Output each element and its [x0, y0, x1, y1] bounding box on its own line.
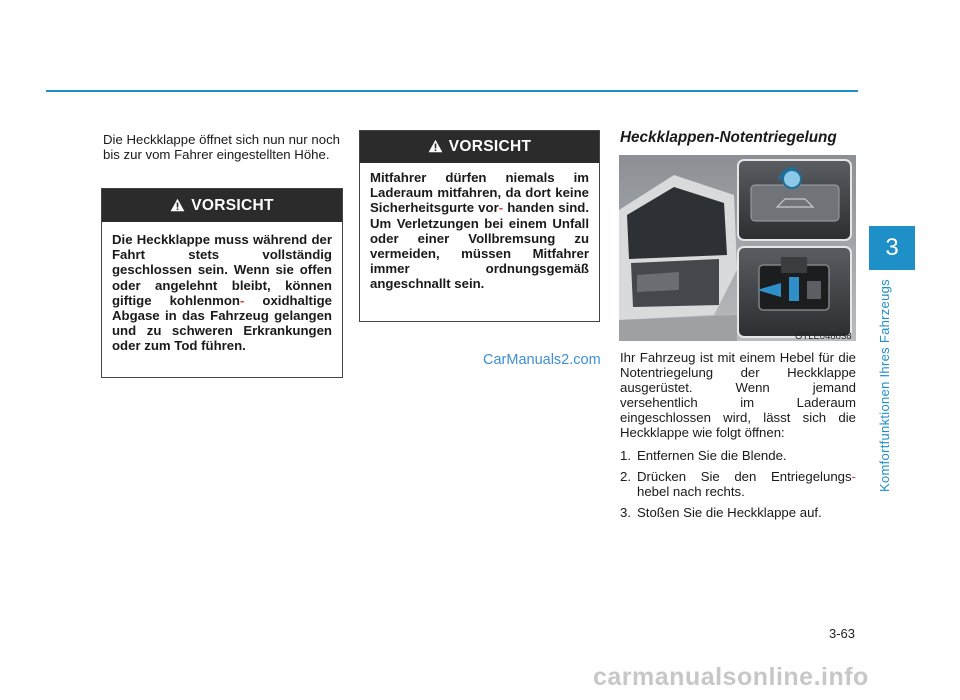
warning-triangle-icon — [428, 139, 443, 153]
footer-watermark: carmanualsonline.info — [593, 663, 869, 691]
caution-box-2 — [359, 130, 600, 322]
step-text: Stoßen Sie die Heckklappe auf. — [637, 505, 822, 520]
section-title: Heckklappen-Notentriegelung — [620, 129, 837, 146]
image-code: OTLE048038 — [795, 331, 852, 342]
list-item — [620, 448, 856, 463]
step-text: hebel nach rechts. — [637, 484, 745, 499]
header-rule — [46, 90, 858, 92]
tailgate-release-photo — [619, 155, 856, 341]
soft-hyphen: - — [239, 292, 245, 308]
soft-hyphen: - — [498, 200, 504, 216]
caution-label: VORSICHT — [191, 197, 274, 214]
caution-text: Die Heckklappe muss während der Fahrt stets vollständig geschlossen sein. Wenn sie offen oder angelehnt bleibt, können giftige kohlenmon- oxidhaltige Abgase in das Fahrzeug gelangen und zu schweren Erkrankungen oder zum Tod führen. — [112, 232, 332, 354]
warning-triangle-icon — [170, 198, 185, 212]
intro-paragraph: Die Heckklappe öffnet sich nun nur noch bis zur vom Fahrer eingestellten Höhe. — [103, 132, 340, 162]
step-number: 1. — [620, 448, 631, 463]
step-text: Entfernen Sie die Blende. — [637, 448, 787, 463]
page-number: 3-63 — [829, 626, 856, 641]
list-item — [620, 505, 856, 520]
caution-text: Mitfahrer dürfen niemals im Laderaum mitfahren, da dort keine Sicherheitsgurte vor- handen sind. Um Verletzungen bei einem Unfall oder einer Vollbremsung zu vermeiden, müssen Mitfahrer immer ordnungsgemäß angeschnallt sein. — [370, 170, 590, 292]
release-steps — [620, 448, 856, 526]
step-number: 2. — [620, 469, 631, 484]
site-watermark: CarManuals2.com — [483, 352, 601, 368]
chapter-tab: 3 — [869, 226, 915, 270]
soft-hyphen: - — [851, 469, 856, 484]
caution-header — [360, 131, 599, 163]
caution-header — [102, 189, 342, 222]
chapter-title: Komfortfunktionen Ihres Fahrzeugs — [877, 279, 892, 492]
list-item — [620, 469, 856, 499]
release-paragraph: Ihr Fahrzeug ist mit einem Hebel für die Notentriegelung der Heckklappe ausgerüstet. Wenn jemand versehentlich im Laderaum eingeschlossen wird, lässt sich die Heckklappe wie folgt öffnen: — [620, 350, 856, 440]
caution-label: VORSICHT — [448, 138, 532, 155]
caution-box-1 — [101, 188, 343, 378]
step-text: Drücken Sie den Entriegelungs — [637, 469, 852, 484]
step-number: 3. — [620, 505, 631, 520]
